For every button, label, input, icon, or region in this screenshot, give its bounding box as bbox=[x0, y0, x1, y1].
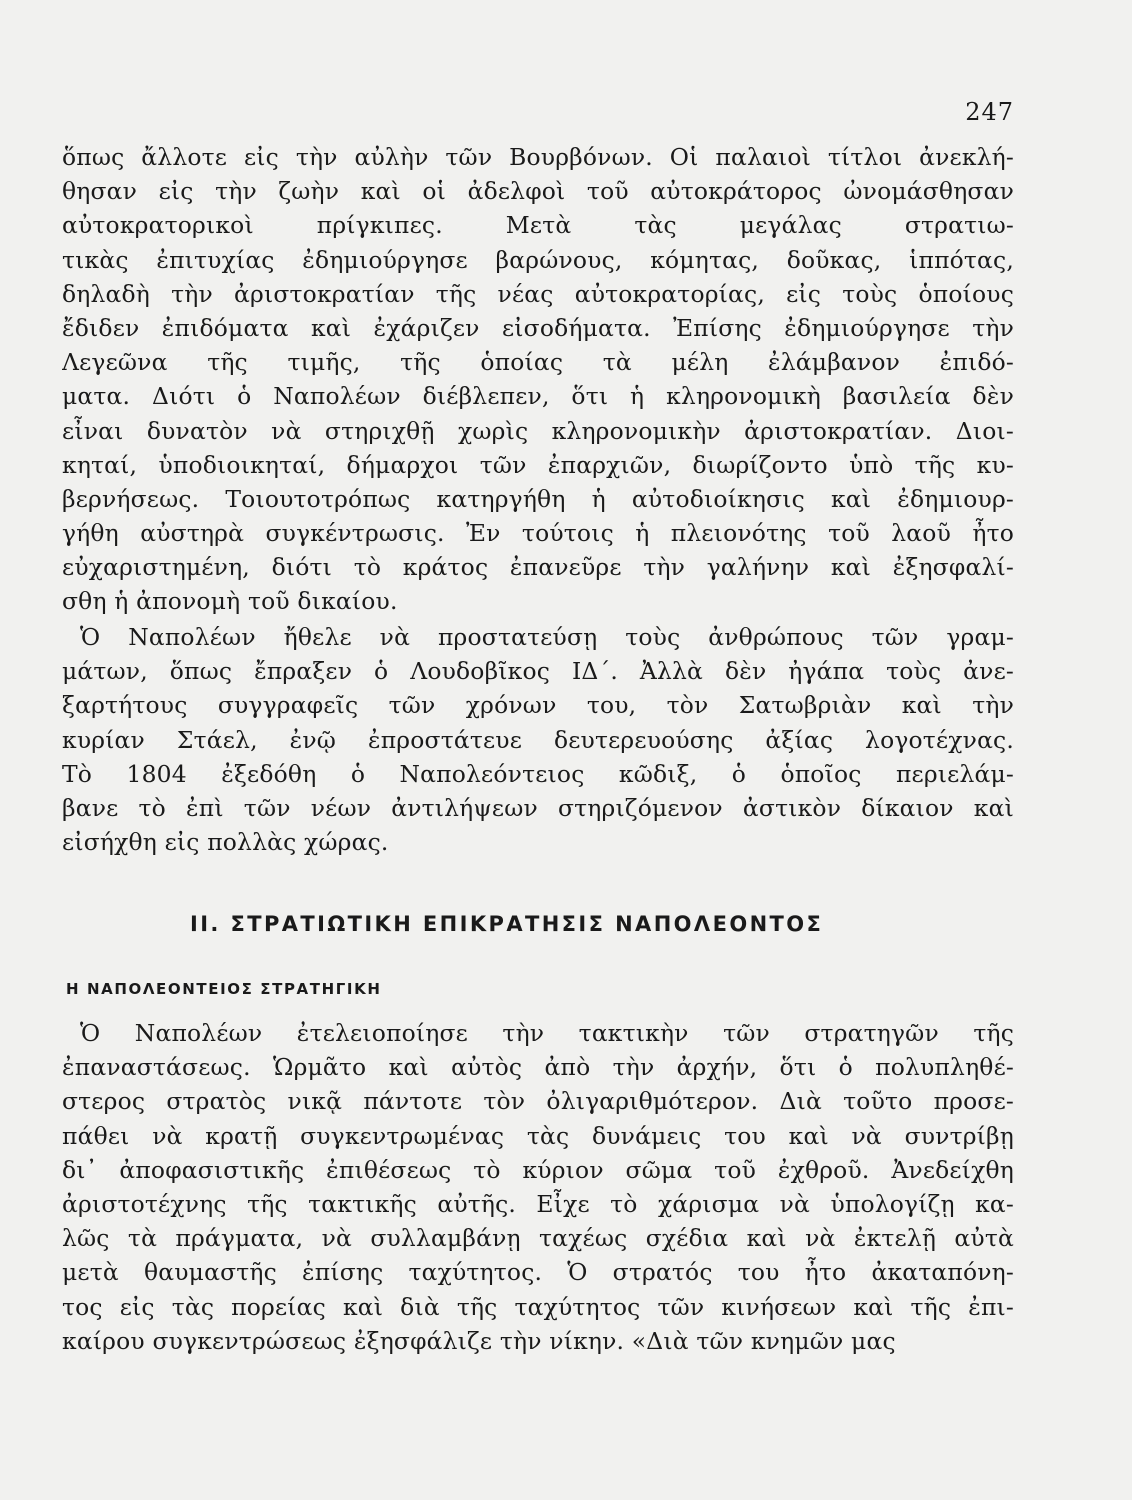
text-line: εἰσήχθη εἰς πολλὰς χώρας. bbox=[62, 828, 389, 857]
text-line: Τὸ 1804 ἐξεδόθη ὁ Ναπολεόντειος κῶδιξ, ὁ ὁποῖος περιελάμ- bbox=[62, 759, 1014, 788]
text-line: δι᾿ ἀποφασιστικῆς ἐπιθέσεως τὸ κύριον σῶμα τοῦ ἐχθροῦ. Ἀνεδείχθη bbox=[62, 1155, 1014, 1184]
text-line: μετὰ θαυμαστῆς ἐπίσης ταχύτητος. Ὁ στρατός του ἦτο ἀκαταπόνη- bbox=[62, 1258, 1014, 1287]
text-line: πάθει νὰ κρατῇ συγκεντρωμένας τὰς δυνάμεις του καὶ νὰ συντρίβῃ bbox=[62, 1121, 1014, 1150]
text-line: εὐχαριστημένη, διότι τὸ κράτος ἐπανεῦρε τὴν γαλήνην καὶ ἐξησφαλί- bbox=[62, 553, 1014, 582]
text-line: κυρίαν Στάελ, ἐνῷ ἐπροστάτευε δευτερευούσης ἀξίας λογοτέχνας. bbox=[62, 725, 1014, 754]
text-line: ἔδιδεν ἐπιδόματα καὶ ἐχάριζεν εἰσοδήματα. Ἐπίσης ἐδημιούργησε τὴν bbox=[62, 313, 1014, 342]
text-line: Ὁ Ναπολέων ἤθελε νὰ προστατεύσῃ τοὺς ἀνθρώπους τῶν γραμ- bbox=[80, 623, 1014, 651]
text-line: γήθη αὐστηρὰ συγκέντρωσις. Ἐν τούτοις ἡ πλειονότης τοῦ λαοῦ ἦτο bbox=[62, 519, 1014, 548]
text-line: βερνήσεως. Τοιουτοτρόπως κατηργήθη ἡ αὐτοδιοίκησις καὶ ἐδημιουρ- bbox=[62, 484, 1014, 513]
text-line: λῶς τὰ πράγματα, νὰ συλλαμβάνῃ ταχέως σχέδια καὶ νὰ ἐκτελῇ αὐτὰ bbox=[62, 1224, 1014, 1253]
sub-heading: Η ΝΑΠΟΛΕΟΝΤΕΙΟΣ ΣΤΡΑΤΗΓΙΚΗ bbox=[66, 980, 382, 998]
text-line: ὅπως ἄλλοτε εἰς τὴν αὐλὴν τῶν Βουρβόνων. Οἱ παλαιοὶ τίτλοι ἀνεκλή- bbox=[62, 143, 1014, 171]
text-line: Λεγεῶνα τῆς τιμῆς, τῆς ὁποίας τὰ μέλη ἐλάμβανον ἐπιδό- bbox=[62, 348, 1014, 377]
text-line: τικὰς ἐπιτυχίας ἐδημιούργησε βαρώνους, κόμητας, δοῦκας, ἱππότας, bbox=[62, 245, 1014, 274]
text-line: Ὁ Ναπολέων ἐτελειοποίησε τὴν τακτικὴν τῶν στρατηγῶν τῆς bbox=[80, 1019, 1014, 1047]
text-line: στερος στρατὸς νικᾷ πάντοτε τὸν ὀλιγαριθμότερον. Διὰ τοῦτο προσε- bbox=[62, 1087, 1014, 1116]
text-line: κηταί, ὑποδιοικηταί, δήμαρχοι τῶν ἐπαρχιῶν, διωρίζοντο ὑπὸ τῆς κυ- bbox=[62, 450, 1014, 479]
text-line: ἐπαναστάσεως. Ὡρμᾶτο καὶ αὐτὸς ἀπὸ τὴν ἀρχήν, ὅτι ὁ πολυπληθέ- bbox=[62, 1053, 1014, 1082]
text-line: δηλαδὴ τὴν ἀριστοκρατίαν τῆς νέας αὐτοκρατορίας, εἰς τοὺς ὁποίους bbox=[62, 279, 1014, 308]
text-line: τος εἰς τὰς πορείας καὶ διὰ τῆς ταχύτητος τῶν κινήσεων καὶ τῆς ἐπι- bbox=[62, 1292, 1014, 1321]
text-line: ξαρτήτους συγγραφεῖς τῶν χρόνων του, τὸν Σατωβριὰν καὶ τὴν bbox=[62, 691, 1014, 720]
text-line: θησαν εἰς τὴν ζωὴν καὶ οἱ ἀδελφοὶ τοῦ αὐτοκράτορος ὠνομάσθησαν bbox=[62, 177, 1014, 206]
text-line: καίρου συγκεντρώσεως ἐξησφάλιζε τὴν νίκην. «Διὰ τῶν κνημῶν μας bbox=[62, 1326, 896, 1355]
text-line: μάτων, ὅπως ἔπραξεν ὁ Λουδοβῖκος ΙΔ΄. Ἀλλὰ δὲν ἠγάπα τοὺς ἀνε- bbox=[62, 657, 1014, 686]
text-line: ματα. Διότι ὁ Ναπολέων διέβλεπεν, ὅτι ἡ κληρονομικὴ βασιλεία δὲν bbox=[62, 382, 1014, 411]
paragraph-2 bbox=[62, 620, 1014, 859]
text-line: βανε τὸ ἐπὶ τῶν νέων ἀντιλήψεων στηριζόμενον ἀστικὸν δίκαιον καὶ bbox=[62, 793, 1014, 822]
text-line: αὐτοκρατορικοὶ πρίγκιπες. Μετὰ τὰς μεγάλας στρατιω- bbox=[62, 211, 1014, 240]
text-line: ἀριστοτέχνης τῆς τακτικῆς αὐτῆς. Εἶχε τὸ χάρισμα νὰ ὑπολογίζῃ κα- bbox=[62, 1189, 1014, 1218]
text-line: εἶναι δυνατὸν νὰ στηριχθῇ χωρὶς κληρονομικὴν ἀριστοκρατίαν. Διοι- bbox=[62, 416, 1014, 445]
page-number: 247 bbox=[965, 98, 1014, 126]
text-line: σθη ἡ ἀπονομὴ τοῦ δικαίου. bbox=[62, 587, 398, 616]
section-heading: ΙΙ. ΣΤΡΑΤΙΩΤΙΚΗ ΕΠΙΚΡΑΤΗΣΙΣ ΝΑΠΟΛΕΟΝΤΟΣ bbox=[190, 912, 824, 936]
paragraph-3 bbox=[62, 1016, 1014, 1358]
paragraph-1 bbox=[62, 140, 1014, 619]
